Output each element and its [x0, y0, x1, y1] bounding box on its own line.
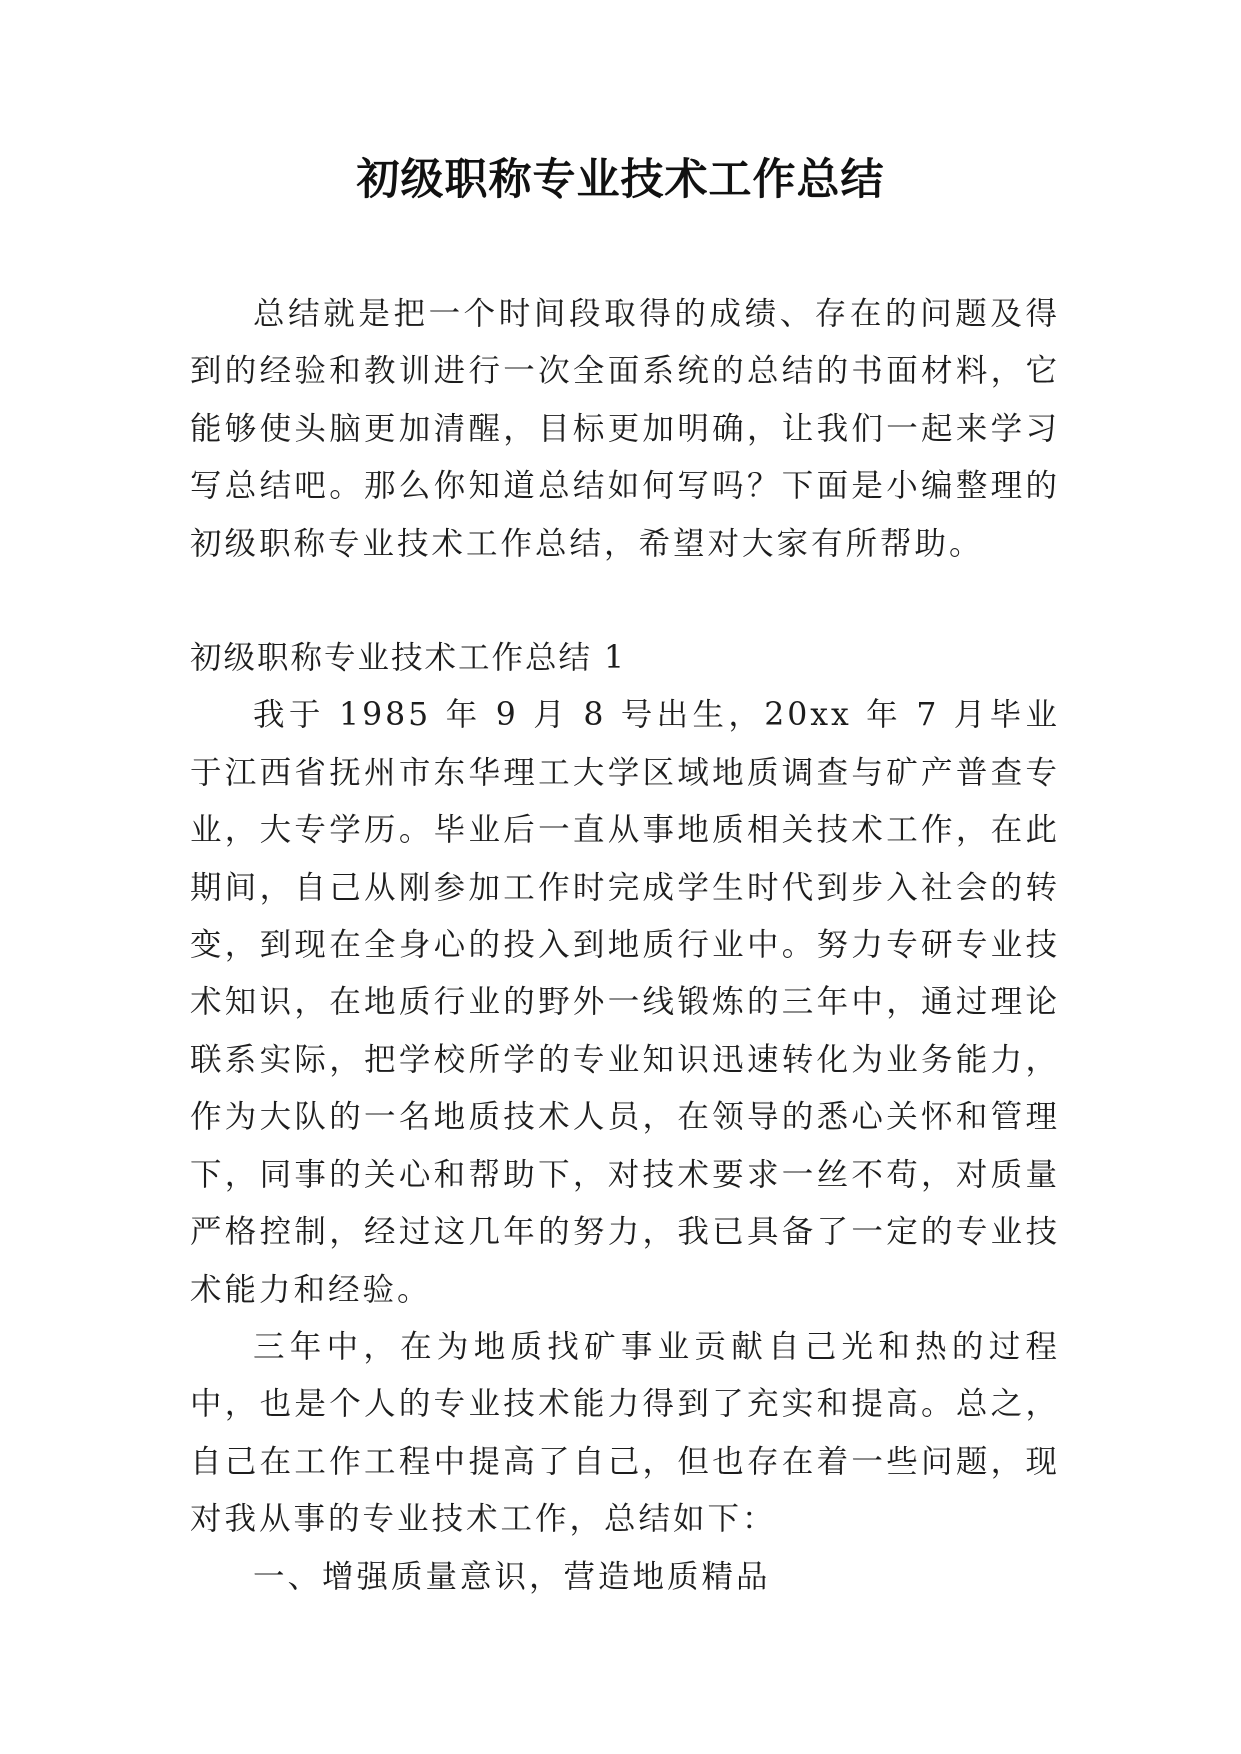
paragraph-spacer — [190, 573, 1060, 630]
body-paragraph-1: 我于 1985 年 9 月 8 号出生，20xx 年 7 月毕业于江西省抚州市东华理工大学区域地质调查与矿产普查专业，大专学历。毕业后一直从事地质相关技术工作，在此期间，自己从刚参加工作时完成学生时代到步入社会的转变，到现在全身心的投入到地质行业中。努力专研专业技术知识，在地质行业的野外一线锻炼的三年中，通过理论联系实际，把学校所学的专业知识迅速转化为业务能力，作为大队的一名地质技术人员，在领导的悉心关怀和管理下，同事的关心和帮助下，对技术要求一丝不苟，对质量严格控制，经过这几年的努力，我已具备了一定的专业技术能力和经验。 — [190, 697, 1060, 1308]
intro-paragraph: 总结就是把一个时间段取得的成绩、存在的问题及得到的经验和教训进行一次全面系统的总结的书面材料，它能够使头脑更加清醒，目标更加明确，让我们一起来学习写总结吧。那么你知道总结如何写吗？下面是小编整理的初级职称专业技术工作总结，希望对大家有所帮助。 — [190, 296, 1060, 562]
document-body — [190, 286, 1060, 1606]
document-title: 初级职称专业技术工作总结 — [356, 155, 885, 205]
body-paragraph-2: 三年中，在为地质找矿事业贡献自己光和热的过程中，也是个人的专业技术能力得到了充实和提高。总之，自己在工作工程中提高了自己，但也存在着一些问题，现对我从事的专业技术工作，总结如下： — [190, 1328, 1060, 1538]
section-heading: 初级职称专业技术工作总结 1 — [190, 640, 627, 677]
subsection-heading: 一、增强质量意识，营造地质精品 — [253, 1558, 771, 1595]
